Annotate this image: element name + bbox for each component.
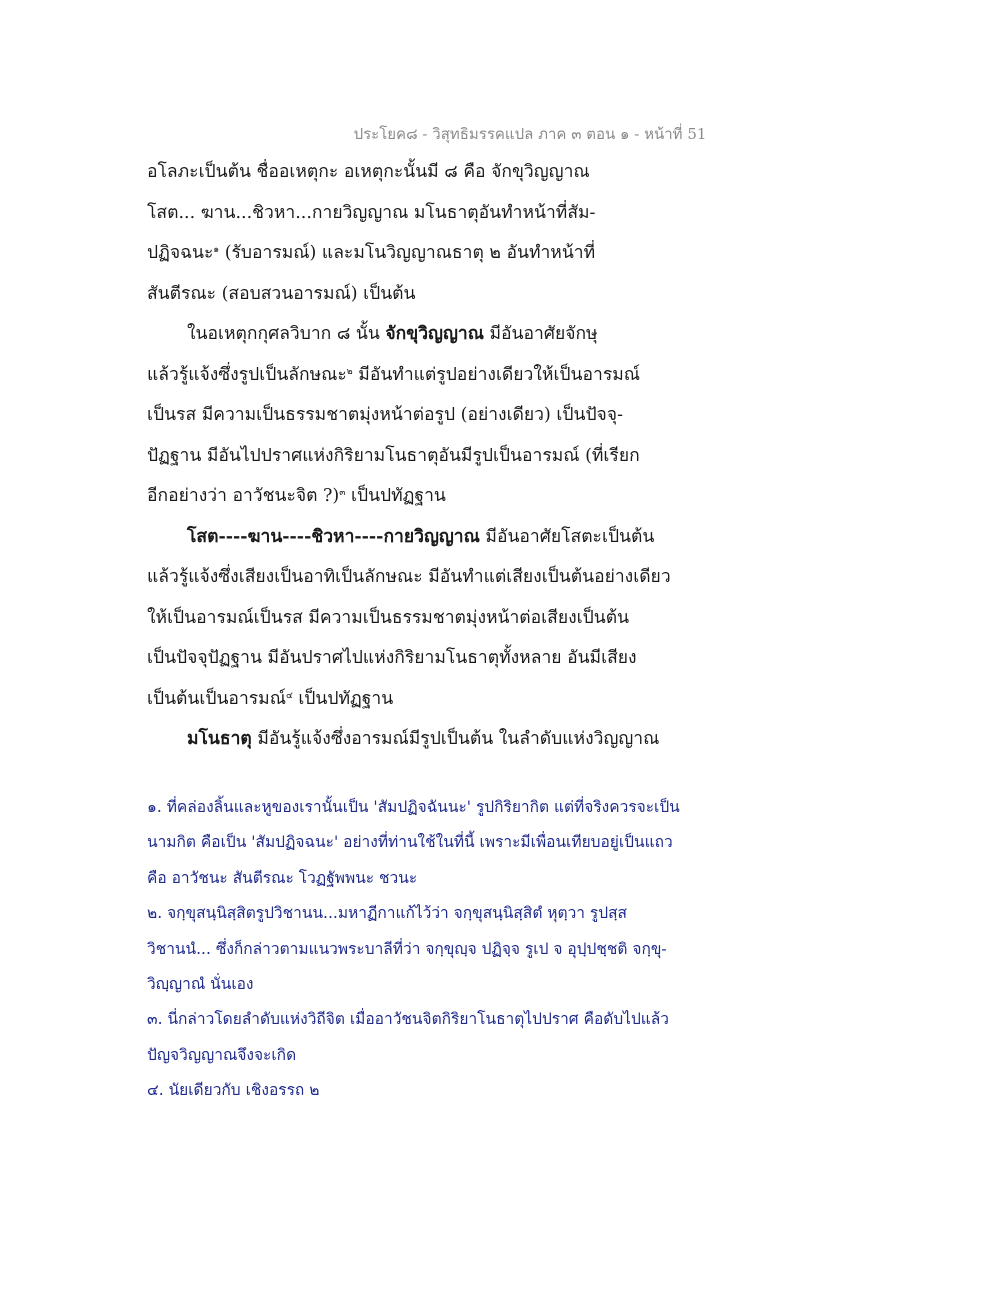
body-line [147,476,747,517]
body-text-span: ในอเหตุกกุศลวิบาก ๘ นั้น [187,324,386,344]
body-text-span: อีกอย่างว่า อาวัชนะจิต ?) [147,486,340,506]
body-text-span: แล้วรู้แจ้งซึ่งรูปเป็นลักษณะ [147,364,347,385]
body-line [147,314,747,355]
body-text-span: (รับอารมณ์) และมโนวิญญาณธาตุ ๒ อันทำหน้าที่ [219,243,596,263]
body-text-span: มีอันรู้แจ้งซึ่งอารมณ์มีรูปเป็นต้น ในลำดับแห่งวิญญาณ [251,729,660,749]
body-line: อโลภะเป็นต้น ชื่ออเหตุกะ อเหตุกะนั้นมี ๘ คือ จักขุวิญญาณ [147,162,590,182]
main-text [147,152,747,760]
body-line: ให้เป็นอารมณ์เป็นรส มีความเป็นธรรมชาตมุ่งหน้าต่อเสียงเป็นต้น [147,607,630,628]
body-line [147,517,747,558]
footnote-2: ๒. จกฺขุสนฺนิสฺสิตรูปวิชานน...มหาฏีกาแก้ไว้ว่า จกฺขุสนฺนิสฺสิตํ หุตฺวา รูปสฺส [147,904,628,923]
body-line: โสต... ฆาน...ชิวหา...กายวิญญาณ มโนธาตุอันทำหน้าที่สัม- [147,202,596,223]
body-line [147,679,747,720]
footnote-1-cont: นามกิต คือเป็น 'สัมปฏิจฉนะ' อย่างที่ท่านใช้ในที่นี้ เพราะมีเพื่อนเทียบอยู่เป็นแถว [147,833,673,852]
footnote-ref-1[interactable]: ๑ [213,245,220,255]
body-text-span: มีอันทำแต่รูปอย่างเดียวให้เป็นอารมณ์ [352,364,641,385]
footnote-2-cont: วิชานนํ... ซึ่งก็กล่าวตามแนวพระบาลีที่ว่า จกฺขุญฺจ ปฏิจฺจ รูเป จ อุปฺปชฺชติ จกฺขุ- [147,939,667,958]
footnote-4: ๔. นัยเดียวกับ เชิงอรรถ ๒ [147,1081,320,1100]
running-header: ประโยค๘ - วิสุทธิมรรคแปล ภาค ๓ ตอน ๑ - หน้าที่ 51 [353,125,707,143]
body-text-span: มีอันอาศัยจักษุ [483,324,598,344]
body-line [147,719,747,760]
body-line: แล้วรู้แจ้งซึ่งเสียงเป็นอาทิเป็นลักษณะ มีอันทำแต่เสียงเป็นต้นอย่างเดียว [147,567,671,587]
body-text-span: มีอันอาศัยโสตะเป็นต้น [479,526,655,547]
footnote-1-cont: คือ อาวัชนะ สันตีรณะ โวฏฐัพพนะ ชวนะ [147,868,418,887]
term-manodhatu: มโนธาตุ [187,729,252,749]
body-line: เป็นปัจจุปัฏฐาน มีอันปราศไปแห่งกิริยามโนธาตุทั้งหลาย อันมีเสียง [147,648,637,668]
footnote-ref-4[interactable]: ๔ [285,690,293,701]
body-line [147,233,747,274]
body-line: ปัฏฐาน มีอันไปปราศแห่งกิริยามโนธาตุอันมีรูปเป็นอารมณ์ (ที่เรียก [147,445,640,466]
term-sota-ghana-jivha-kaya: โสต----ฆาน----ชิวหา----กายวิญญาณ [187,526,480,547]
body-line: สันตีรณะ (สอบสวนอารมณ์) เป็นต้น [147,283,416,304]
body-text-span: เป็นปทัฏฐาน [292,688,394,709]
body-text-span: เป็นปทัฏฐาน [345,486,446,506]
footnote-2-cont: วิญฺญาณํ นั่นเอง [147,974,254,993]
footnotes-section [147,790,787,1109]
footnote-3: ๓. นี่กล่าวโดยลำดับแห่งวิถีจิต เมื่ออาวัชนจิตกิริยาโนธาตุไปปราศ คือดับไปแล้ว [147,1010,669,1029]
body-line [147,355,747,396]
footnote-ref-3[interactable]: ๓ [339,488,346,498]
body-text-span: ปฏิจฉนะ [147,243,214,263]
footnote-3-cont: ปัญจวิญญาณจึงจะเกิด [147,1045,297,1064]
footnote-ref-2[interactable]: ๒ [346,366,353,377]
term-cakkhu-vinnana: จักขุวิญญาณ [385,324,484,344]
body-line: เป็นรส มีความเป็นธรรมชาตมุ่งหน้าต่อรูป (อย่างเดียว) เป็นปัจจุ- [147,405,623,425]
footnote-1: ๑. ที่คล่องลิ้นและหูของเรานั้นเป็น 'สัมปฏิจฉันนะ' รูปกิริยากิต แต่ที่จริงควรจะเป็น [147,798,680,816]
body-text-span: เป็นต้นเป็นอารมณ์ [147,688,286,709]
